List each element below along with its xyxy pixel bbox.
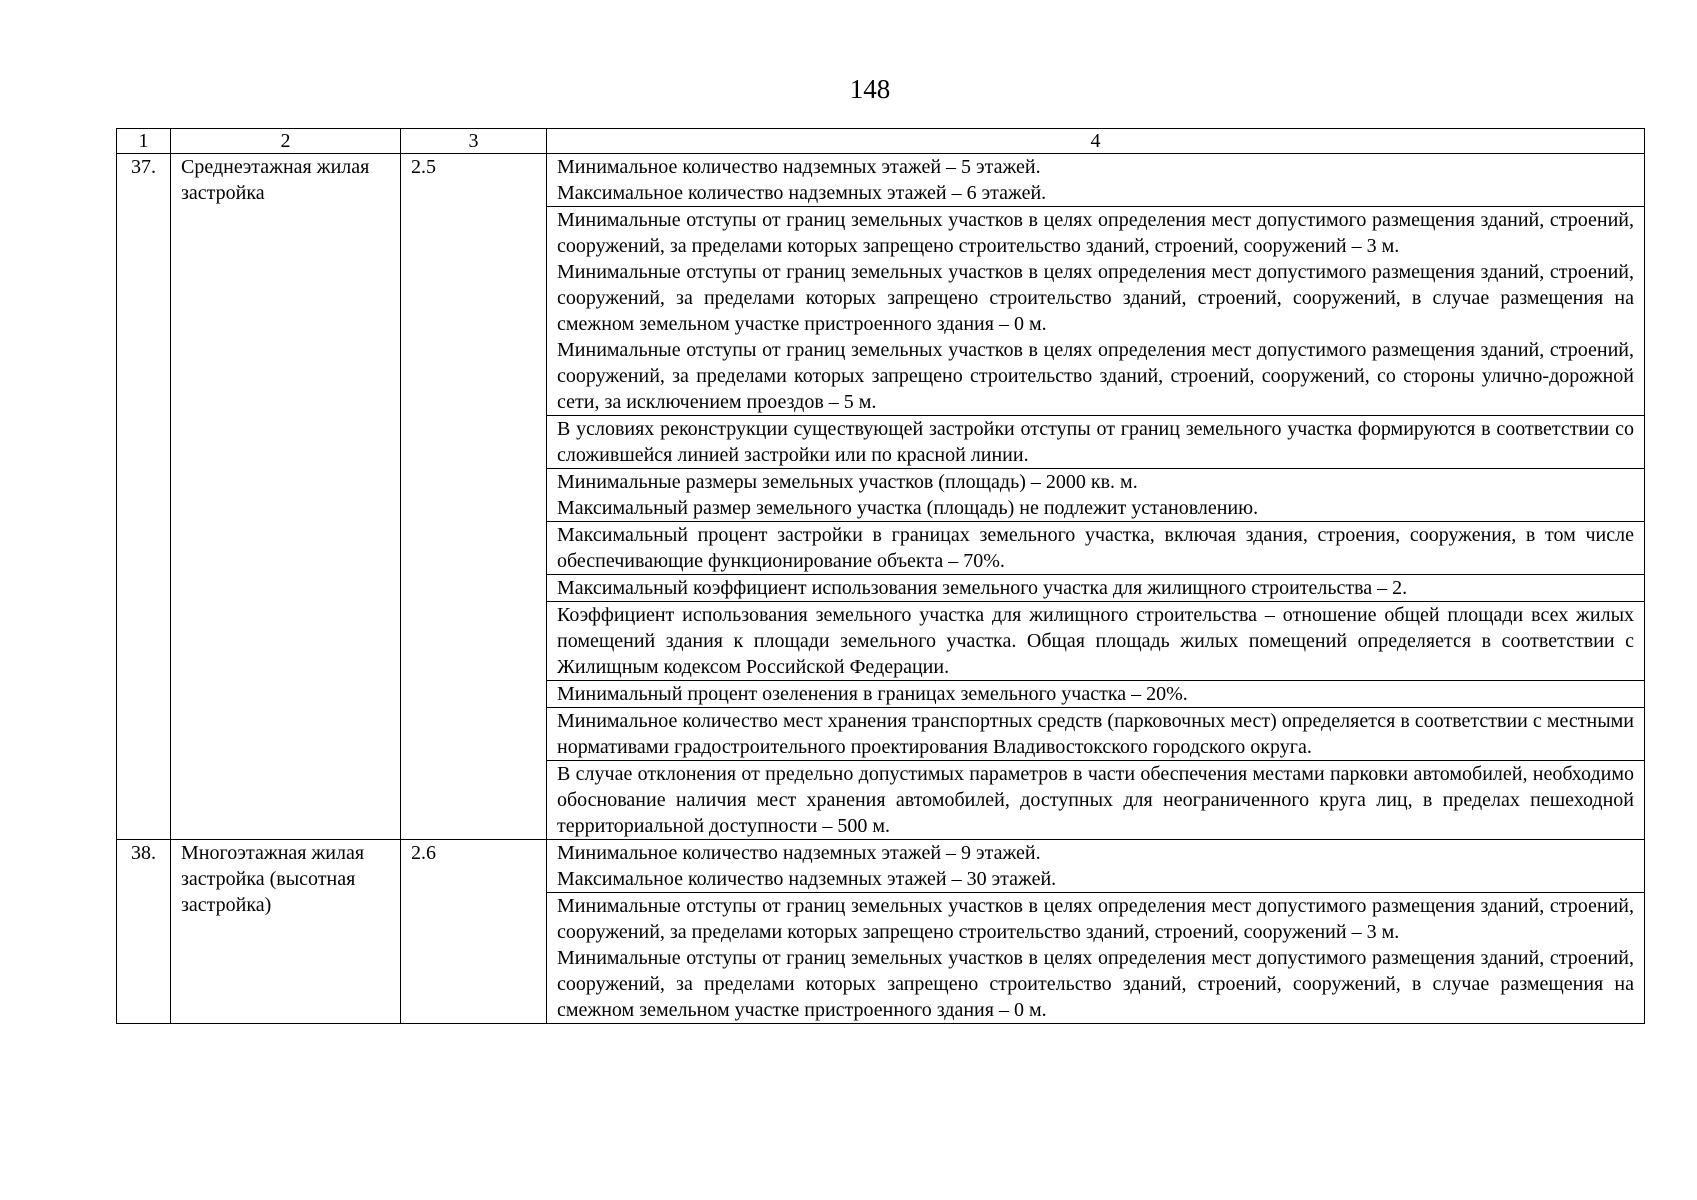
parameter-text: Минимальные отступы от границ земельных участков в целях определения мест допустимого размещения зданий, строений, сооружений, за пределами которых запрещено строительство зданий, строений, сооружений, в случае размещения на смежном земельном участке пристроенного здания – 0 м. <box>557 261 1634 335</box>
table-row <box>117 154 1645 207</box>
parameter-cell <box>547 469 1645 522</box>
parameter-text: Максимальный процент застройки в границах земельного участка, включая здания, строения, сооружения, в том числе обеспечивающие функционирование объекта – 70%. <box>557 524 1634 572</box>
classifier-code: 2.5 <box>401 154 547 840</box>
parameter-cell <box>547 681 1645 708</box>
parameter-text: Минимальные отступы от границ земельных участков в целях определения мест допустимого размещения зданий, строений, сооружений, за пределами которых запрещено строительство зданий, строений, сооружений – 3 м. <box>557 209 1634 257</box>
parameter-text: Минимальное количество надземных этажей – 9 этажей. <box>557 842 1041 864</box>
parameter-cell <box>547 522 1645 575</box>
header-col-3: 3 <box>401 129 547 154</box>
parameter-text: Минимальный процент озеленения в границах земельного участка – 20%. <box>557 683 1188 705</box>
row-number: 37. <box>117 154 171 840</box>
parameter-cell <box>547 154 1645 207</box>
land-use-type-name: Многоэтажная жилая застройка (высотная застройка) <box>171 840 401 1024</box>
parameter-text: Минимальные размеры земельных участков (площадь) – 2000 кв. м. <box>557 471 1138 493</box>
parameter-text: Минимальные отступы от границ земельных участков в целях определения мест допустимого размещения зданий, строений, сооружений, за пределами которых запрещено строительство зданий, строений, сооружений – 3 м. <box>557 895 1634 943</box>
table-header-row <box>117 129 1645 154</box>
land-use-type-name: Среднеэтажная жилая застройка <box>171 154 401 840</box>
parameter-text: Минимальное количество надземных этажей – 5 этажей. <box>557 156 1041 178</box>
parameter-text: Максимальное количество надземных этажей – 30 этажей. <box>557 868 1057 890</box>
parameter-text: В случае отклонения от предельно допустимых параметров в части обеспечения местами парковки автомобилей, необходимо обоснование наличия мест хранения автомобилей, доступных для неограниченного круга лиц, в пределах пешеходной территориальной доступности – 500 м. <box>557 763 1634 837</box>
parameter-cell <box>547 416 1645 469</box>
parameter-text: Максимальный коэффициент использования земельного участка для жилищного строительства – 2. <box>557 577 1408 599</box>
parameter-text: Минимальные отступы от границ земельных участков в целях определения мест допустимого размещения зданий, строений, сооружений, за пределами которых запрещено строительство зданий, строений, сооружений, со стороны улично-дорожной сети, за исключением проездов – 5 м. <box>557 339 1634 413</box>
row-number: 38. <box>117 840 171 1024</box>
parameter-cell <box>547 207 1645 416</box>
parameter-text: Минимальные отступы от границ земельных участков в целях определения мест допустимого размещения зданий, строений, сооружений, за пределами которых запрещено строительство зданий, строений, сооружений, в случае размещения на смежном земельном участке пристроенного здания – 0 м. <box>557 947 1634 1021</box>
header-col-4: 4 <box>547 129 1645 154</box>
parameter-cell <box>547 840 1645 893</box>
table-row <box>117 840 1645 893</box>
header-col-2: 2 <box>171 129 401 154</box>
parameter-cell <box>547 893 1645 1024</box>
parameter-text: В условиях реконструкции существующей застройки отступы от границ земельного участка формируются в соответствии со сложившейся линией застройки или по красной линии. <box>557 418 1634 466</box>
parameter-text: Максимальный размер земельного участка (площадь) не подлежит установлению. <box>557 497 1259 519</box>
regulations-table <box>116 128 1645 1024</box>
parameter-cell <box>547 761 1645 840</box>
parameter-text: Максимальное количество надземных этажей – 6 этажей. <box>557 182 1047 204</box>
header-col-1: 1 <box>117 129 171 154</box>
parameter-cell <box>547 575 1645 602</box>
parameter-text: Минимальное количество мест хранения транспортных средств (парковочных мест) определяется в соответствии с местными нормативами градостроительного проектирования Владивостокского городского округа. <box>557 710 1634 758</box>
page-number: 148 <box>849 74 891 104</box>
parameter-cell <box>547 708 1645 761</box>
classifier-code: 2.6 <box>401 840 547 1024</box>
parameter-text: Коэффициент использования земельного участка для жилищного строительства – отношение общей площади всех жилых помещений здания к площади земельного участка. Общая площадь жилых помещений определяется в соответствии с Жилищным кодексом Российской Федерации. <box>557 604 1634 678</box>
parameter-cell <box>547 602 1645 681</box>
